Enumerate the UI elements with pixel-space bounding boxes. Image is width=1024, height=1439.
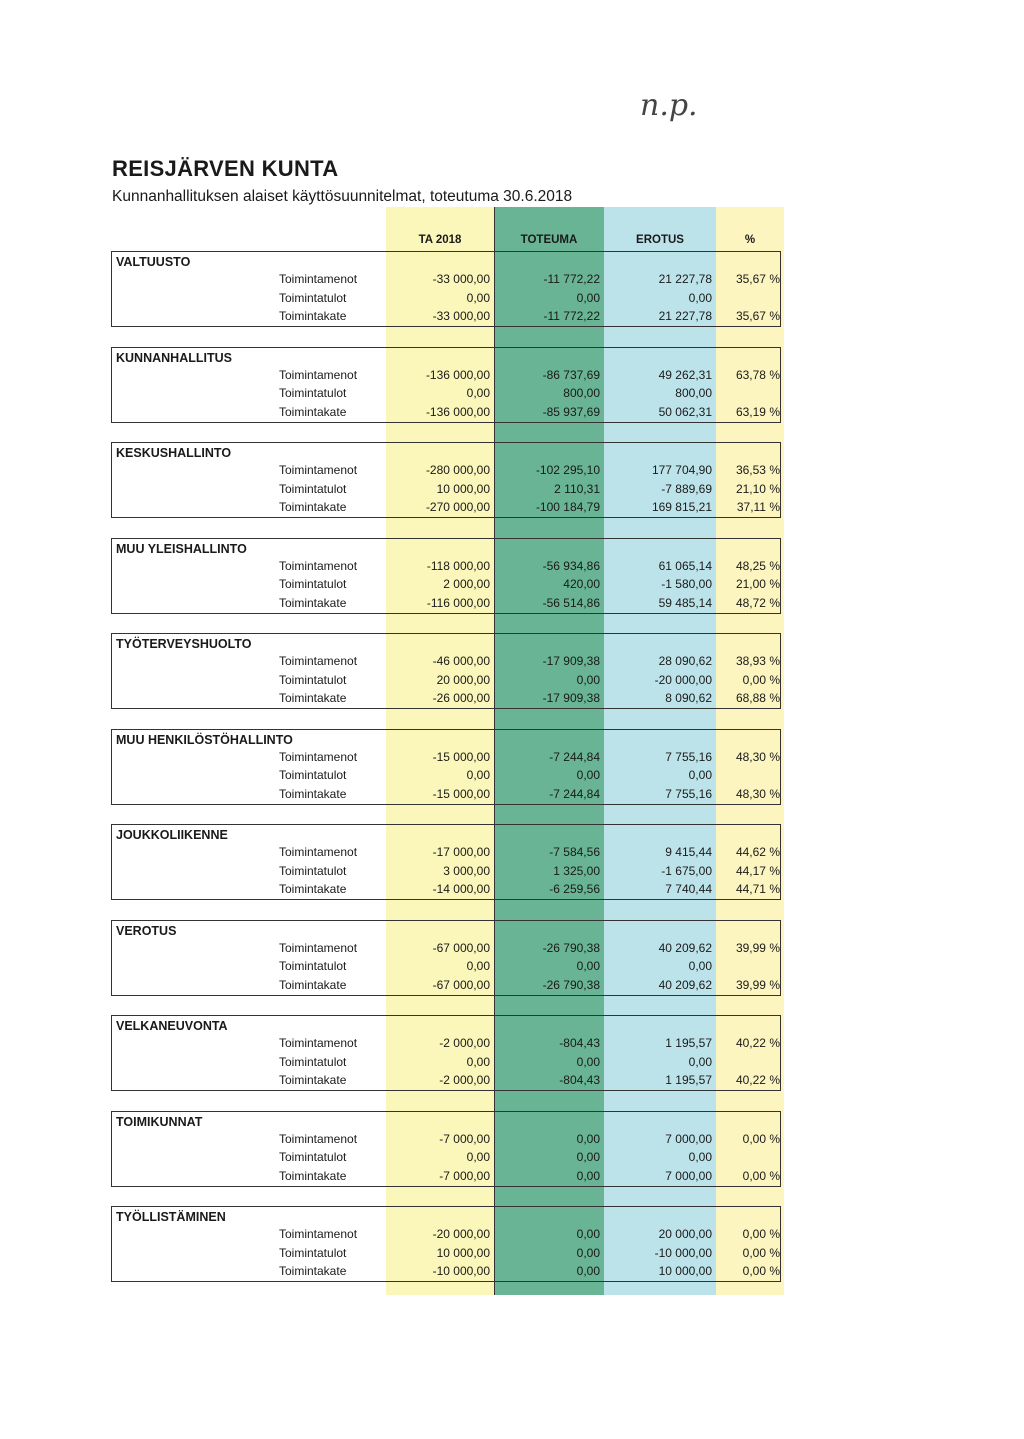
cell-toteuma: 0,00 bbox=[576, 290, 600, 305]
section-block bbox=[111, 824, 781, 900]
row-label: Toimintamenot bbox=[279, 272, 358, 286]
row-label: Toimintamenot bbox=[279, 1227, 358, 1241]
row-label: Toimintakate bbox=[279, 1264, 347, 1279]
cell-erotus: 49 262,31 bbox=[658, 367, 712, 382]
section-block bbox=[111, 538, 781, 614]
cell-ta: -20 000,00 bbox=[432, 1227, 490, 1241]
cell-toteuma: -26 790,38 bbox=[542, 940, 600, 955]
cell-pct: 0,00 % bbox=[742, 1168, 780, 1183]
table-row bbox=[112, 1226, 782, 1245]
column-header-toteuma: TOTEUMA bbox=[520, 234, 578, 246]
table-row bbox=[112, 1054, 782, 1073]
cell-erotus: -7 889,69 bbox=[661, 481, 712, 496]
table-row bbox=[112, 1263, 782, 1282]
cell-erotus: 0,00 bbox=[688, 1054, 712, 1069]
cell-ta: 2 000,00 bbox=[443, 577, 490, 592]
cell-pct: 48,30 % bbox=[735, 749, 780, 764]
row-label: Toimintatulot bbox=[279, 577, 347, 592]
page-title: REISJÄRVEN KUNTA bbox=[112, 156, 339, 181]
row-label: Toimintakate bbox=[279, 1073, 347, 1088]
cell-ta: 0,00 bbox=[466, 768, 490, 783]
cell-pct: 0,00 % bbox=[742, 1245, 780, 1260]
table-row bbox=[112, 481, 782, 500]
table-row bbox=[112, 940, 782, 959]
row-label: Toimintatulot bbox=[279, 1245, 347, 1260]
cell-erotus: 7 740,44 bbox=[665, 882, 712, 897]
cell-ta: -118 000,00 bbox=[426, 558, 490, 573]
table-row bbox=[112, 958, 782, 977]
row-label: Toimintatulot bbox=[279, 290, 347, 305]
cell-toteuma: -6 259,56 bbox=[549, 882, 600, 897]
cell-toteuma: 0,00 bbox=[576, 1131, 600, 1146]
cell-toteuma: 0,00 bbox=[576, 1150, 600, 1165]
cell-toteuma: -56 514,86 bbox=[542, 595, 600, 610]
row-label: Toimintamenot bbox=[279, 463, 358, 477]
table-row bbox=[112, 367, 782, 386]
cell-toteuma: 0,00 bbox=[576, 1227, 600, 1241]
cell-ta: -7 000,00 bbox=[439, 1131, 490, 1146]
cell-pct: 40,22 % bbox=[735, 1036, 780, 1050]
cell-erotus: 9 415,44 bbox=[665, 845, 712, 859]
section-title: TOIMIKUNNAT bbox=[116, 1114, 203, 1129]
cell-erotus: 7 000,00 bbox=[665, 1168, 712, 1183]
cell-erotus: 20 000,00 bbox=[658, 1227, 712, 1241]
cell-erotus: 50 062,31 bbox=[658, 404, 712, 419]
cell-ta: -46 000,00 bbox=[432, 654, 490, 668]
table-row bbox=[112, 385, 782, 404]
table-row bbox=[112, 1035, 782, 1054]
table-row bbox=[112, 881, 782, 900]
section-title: VEROTUS bbox=[116, 923, 177, 938]
table-row bbox=[112, 844, 782, 863]
cell-pct: 0,00 % bbox=[742, 1264, 780, 1279]
cell-pct: 68,88 % bbox=[735, 691, 780, 706]
page-subtitle: Kunnanhallituksen alaiset käyttösuunnitelmat, toteutuma 30.6.2018 bbox=[112, 188, 573, 205]
cell-ta: -33 000,00 bbox=[432, 272, 490, 286]
table-row bbox=[112, 308, 782, 327]
table-row bbox=[112, 1168, 782, 1187]
section-title: KESKUSHALLINTO bbox=[116, 446, 232, 460]
cell-pct: 0,00 % bbox=[742, 1227, 780, 1241]
row-label: Toimintatulot bbox=[279, 672, 347, 687]
cell-toteuma: -7 244,84 bbox=[549, 786, 600, 801]
cell-toteuma: -17 909,38 bbox=[542, 654, 600, 668]
cell-pct: 38,93 % bbox=[735, 654, 780, 668]
table-row bbox=[112, 499, 782, 518]
cell-ta: -14 000,00 bbox=[432, 882, 490, 897]
section-block bbox=[111, 920, 781, 996]
cell-toteuma: -7 584,56 bbox=[549, 845, 600, 859]
cell-ta: 0,00 bbox=[466, 959, 490, 974]
row-label: Toimintatulot bbox=[279, 481, 347, 496]
cell-erotus: 61 065,14 bbox=[658, 558, 712, 573]
cell-pct: 0,00 % bbox=[742, 1131, 780, 1146]
cell-erotus: 10 000,00 bbox=[658, 1264, 712, 1279]
table-row bbox=[112, 271, 782, 290]
cell-ta: 0,00 bbox=[466, 1054, 490, 1069]
cell-erotus: 28 090,62 bbox=[658, 654, 712, 668]
cell-erotus: 21 227,78 bbox=[658, 272, 712, 286]
section-title: TYÖTERVEYSHUOLTO bbox=[116, 637, 252, 651]
table-row bbox=[112, 462, 782, 481]
cell-pct: 48,72 % bbox=[735, 595, 780, 610]
cell-ta: -2 000,00 bbox=[439, 1073, 490, 1088]
row-label: Toimintakate bbox=[279, 786, 347, 801]
row-label: Toimintakate bbox=[279, 500, 347, 515]
cell-erotus: 59 485,14 bbox=[658, 595, 712, 610]
cell-toteuma: 0,00 bbox=[576, 1168, 600, 1183]
cell-toteuma: 1 325,00 bbox=[553, 863, 600, 878]
section-block bbox=[111, 1111, 781, 1187]
section-block bbox=[111, 1206, 781, 1282]
cell-toteuma: -804,43 bbox=[559, 1073, 600, 1088]
table-row bbox=[112, 977, 782, 996]
table-row bbox=[112, 672, 782, 691]
table-row bbox=[112, 1149, 782, 1168]
section-title: JOUKKOLIIKENNE bbox=[116, 828, 228, 842]
section-block bbox=[111, 442, 781, 518]
cell-pct: 39,99 % bbox=[735, 977, 780, 992]
row-label: Toimintakate bbox=[279, 977, 347, 992]
cell-pct: 44,71 % bbox=[735, 882, 780, 897]
row-label: Toimintakate bbox=[279, 882, 347, 897]
cell-pct: 63,19 % bbox=[735, 404, 780, 419]
cell-toteuma: -86 737,69 bbox=[542, 367, 600, 382]
cell-ta: 10 000,00 bbox=[436, 481, 490, 496]
row-label: Toimintamenot bbox=[279, 654, 358, 668]
cell-erotus: 0,00 bbox=[688, 768, 712, 783]
cell-erotus: 177 704,90 bbox=[651, 463, 712, 477]
cell-pct: 63,78 % bbox=[735, 367, 780, 382]
cell-toteuma: 0,00 bbox=[576, 768, 600, 783]
cell-toteuma: 0,00 bbox=[576, 1245, 600, 1260]
cell-toteuma: -17 909,38 bbox=[542, 691, 600, 706]
table-row bbox=[112, 404, 782, 423]
cell-pct: 35,67 % bbox=[735, 309, 780, 324]
cell-pct: 44,62 % bbox=[735, 845, 780, 859]
row-label: Toimintamenot bbox=[279, 845, 358, 859]
column-header-erotus: EROTUS bbox=[636, 234, 684, 246]
row-label: Toimintatulot bbox=[279, 863, 347, 878]
cell-ta: -136 000,00 bbox=[425, 404, 490, 419]
cell-erotus: 7 755,16 bbox=[665, 749, 712, 764]
cell-erotus: 1 195,57 bbox=[665, 1073, 712, 1088]
section-block bbox=[111, 633, 781, 709]
cell-ta: 20 000,00 bbox=[436, 672, 490, 687]
cell-toteuma: -7 244,84 bbox=[549, 749, 600, 764]
row-label: Toimintakate bbox=[279, 309, 347, 324]
cell-ta: 10 000,00 bbox=[436, 1245, 490, 1260]
cell-toteuma: 0,00 bbox=[576, 1264, 600, 1279]
cell-ta: -33 000,00 bbox=[432, 309, 490, 324]
cell-erotus: -10 000,00 bbox=[654, 1245, 712, 1260]
section-title: VALTUUSTO bbox=[116, 255, 191, 269]
row-label: Toimintatulot bbox=[279, 1150, 347, 1165]
table-row bbox=[112, 690, 782, 709]
row-label: Toimintatulot bbox=[279, 386, 347, 401]
cell-erotus: 169 815,21 bbox=[651, 500, 712, 515]
cell-erotus: 0,00 bbox=[688, 959, 712, 974]
cell-erotus: -1 675,00 bbox=[661, 863, 712, 878]
cell-toteuma: 0,00 bbox=[576, 959, 600, 974]
cell-erotus: 7 755,16 bbox=[665, 786, 712, 801]
cell-ta: -67 000,00 bbox=[432, 977, 490, 992]
cell-erotus: -1 580,00 bbox=[661, 577, 712, 592]
section-block bbox=[111, 729, 781, 805]
table-row bbox=[112, 653, 782, 672]
section-title: MUU YLEISHALLINTO bbox=[116, 541, 247, 556]
cell-pct: 0,00 % bbox=[742, 672, 780, 687]
table-row bbox=[112, 290, 782, 309]
cell-ta: -15 000,00 bbox=[432, 749, 490, 764]
cell-erotus: -20 000,00 bbox=[654, 672, 712, 687]
cell-pct: 21,00 % bbox=[735, 577, 780, 592]
cell-ta: -10 000,00 bbox=[432, 1264, 490, 1279]
cell-erotus: 40 209,62 bbox=[658, 940, 712, 955]
table-row bbox=[112, 576, 782, 595]
cell-ta: -136 000,00 bbox=[425, 367, 490, 382]
section-title: MUU HENKILÖSTÖHALLINTO bbox=[116, 732, 293, 747]
cell-ta: -15 000,00 bbox=[432, 786, 490, 801]
cell-ta: -280 000,00 bbox=[425, 463, 490, 477]
cell-toteuma: -804,43 bbox=[559, 1036, 600, 1050]
cell-ta: 0,00 bbox=[466, 1150, 490, 1165]
cell-toteuma: 420,00 bbox=[563, 577, 600, 592]
row-label: Toimintamenot bbox=[279, 940, 358, 955]
cell-ta: -270 000,00 bbox=[425, 500, 490, 515]
section-title: TYÖLLISTÄMINEN bbox=[116, 1210, 226, 1224]
cell-toteuma: -102 295,10 bbox=[535, 463, 600, 477]
column-header-ta: TA 2018 bbox=[418, 234, 462, 246]
table-row bbox=[112, 558, 782, 577]
cell-toteuma: -11 772,22 bbox=[543, 309, 600, 324]
cell-pct: 44,17 % bbox=[735, 863, 780, 878]
row-label: Toimintamenot bbox=[279, 1131, 358, 1146]
section-title: KUNNANHALLITUS bbox=[116, 350, 232, 365]
cell-pct: 48,30 % bbox=[735, 786, 780, 801]
cell-erotus: 8 090,62 bbox=[665, 691, 712, 706]
row-label: Toimintamenot bbox=[279, 367, 358, 382]
section-title: VELKANEUVONTA bbox=[116, 1019, 228, 1033]
row-label: Toimintatulot bbox=[279, 1054, 347, 1069]
cell-ta: 0,00 bbox=[466, 290, 490, 305]
cell-erotus: 7 000,00 bbox=[665, 1131, 712, 1146]
cell-pct: 48,25 % bbox=[735, 558, 780, 573]
table-row bbox=[112, 786, 782, 805]
cell-toteuma: -56 934,86 bbox=[542, 558, 600, 573]
cell-erotus: 800,00 bbox=[675, 386, 712, 401]
cell-ta: -67 000,00 bbox=[432, 940, 490, 955]
section-block bbox=[111, 1015, 781, 1091]
cell-toteuma: -85 937,69 bbox=[542, 404, 600, 419]
row-label: Toimintakate bbox=[279, 691, 347, 706]
column-header-pct: % bbox=[744, 234, 756, 246]
cell-erotus: 0,00 bbox=[688, 290, 712, 305]
row-label: Toimintakate bbox=[279, 404, 347, 419]
cell-erotus: 1 195,57 bbox=[665, 1036, 712, 1050]
cell-ta: -2 000,00 bbox=[439, 1036, 490, 1050]
table-row bbox=[112, 1245, 782, 1264]
table-row bbox=[112, 749, 782, 768]
section-block bbox=[111, 251, 781, 327]
cell-pct: 35,67 % bbox=[735, 272, 780, 286]
cell-toteuma: 800,00 bbox=[563, 386, 600, 401]
table-row bbox=[112, 863, 782, 882]
row-label: Toimintamenot bbox=[279, 558, 358, 573]
cell-toteuma: -100 184,79 bbox=[535, 500, 600, 515]
row-label: Toimintakate bbox=[279, 595, 347, 610]
cell-pct: 39,99 % bbox=[735, 940, 780, 955]
cell-toteuma: -26 790,38 bbox=[542, 977, 600, 992]
cell-pct: 36,53 % bbox=[735, 463, 780, 477]
cell-erotus: 21 227,78 bbox=[658, 309, 712, 324]
cell-pct: 40,22 % bbox=[735, 1073, 780, 1088]
table-row bbox=[112, 1131, 782, 1150]
cell-ta: 0,00 bbox=[466, 386, 490, 401]
cell-ta: -7 000,00 bbox=[439, 1168, 490, 1183]
cell-toteuma: 0,00 bbox=[576, 672, 600, 687]
cell-ta: -116 000,00 bbox=[426, 595, 490, 610]
row-label: Toimintamenot bbox=[279, 1036, 358, 1050]
row-label: Toimintamenot bbox=[279, 749, 358, 764]
cell-pct: 37,11 % bbox=[736, 500, 780, 515]
cell-toteuma: -11 772,22 bbox=[543, 272, 600, 286]
cell-ta: -17 000,00 bbox=[432, 845, 490, 859]
section-block bbox=[111, 347, 781, 423]
cell-erotus: 0,00 bbox=[688, 1150, 712, 1165]
row-label: Toimintatulot bbox=[279, 959, 347, 974]
cell-ta: -26 000,00 bbox=[432, 691, 490, 706]
table-row bbox=[112, 1072, 782, 1091]
cell-toteuma: 2 110,31 bbox=[554, 481, 600, 496]
handwritten-note: n.p. bbox=[640, 88, 698, 123]
row-label: Toimintakate bbox=[279, 1168, 347, 1183]
cell-ta: 3 000,00 bbox=[443, 863, 490, 878]
cell-toteuma: 0,00 bbox=[576, 1054, 600, 1069]
cell-pct: 21,10 % bbox=[735, 481, 780, 496]
table-row bbox=[112, 767, 782, 786]
cell-erotus: 40 209,62 bbox=[658, 977, 712, 992]
row-label: Toimintatulot bbox=[279, 768, 347, 783]
table-row bbox=[112, 595, 782, 614]
